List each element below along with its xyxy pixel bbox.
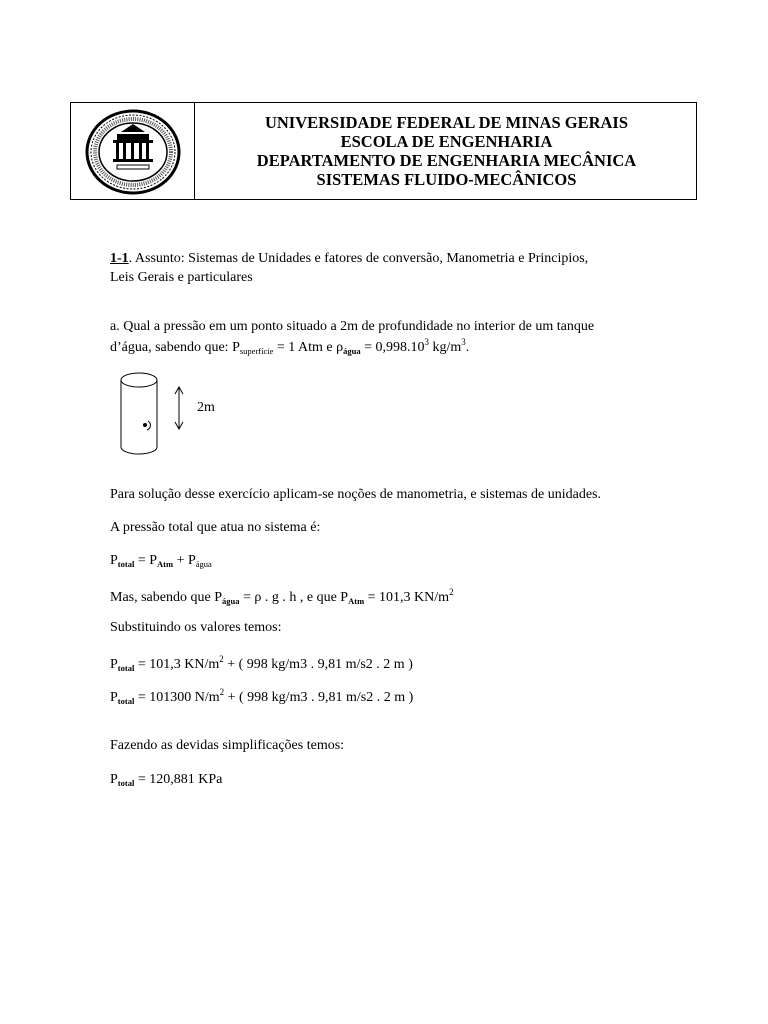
water-tank-figure: [119, 370, 199, 458]
question-line2: d’água, sabendo que: $P_{superfície} = 1$ Atm e $\rho_{água} = 0,998.10^3$ $kg/m^3$.: [110, 337, 470, 356]
department-name: DEPARTAMENTO DE ENGENHARIA MECÂNICA: [256, 151, 637, 170]
section-intro-line2: Leis Gerais e particulares: [110, 270, 253, 285]
header-titles: [195, 113, 698, 189]
equation-substituted-n: $P_{total} = 101300$ $N/m^2$ + ( 998 kg/m3 . 9,81 m/s2 . 2 m ): [110, 687, 414, 706]
question-line1: a. Qual a pressão em um ponto situado a 2m de profundidade no interior de um tanque: [110, 319, 595, 334]
depth-label: 2m: [197, 400, 215, 415]
solution-intro: Para solução desse exercício aplicam-se noções de manometria, e sistemas de unidades.: [110, 487, 601, 502]
university-seal-icon: [83, 108, 183, 196]
section-intro-line1: 1-1. Assunto: Sistemas de Unidades e fatores de conversão, Manometria e Principios,: [110, 251, 589, 266]
equation-result: $P_{total} = 120,881$ KPa: [110, 772, 223, 788]
substitution-text: Substituindo os valores temos:: [110, 620, 282, 635]
total-pressure-text: A pressão total que atua no sistema é:: [110, 520, 321, 535]
equation-known-values: Mas, sabendo que $P_{água} = \rho$ . g . h , e que $P_{Atm} = 101,3$ $KN/m^2$: [110, 587, 454, 606]
header-box: [70, 102, 697, 200]
course-name: SISTEMAS FLUIDO-MECÂNICOS: [316, 170, 577, 189]
equation-total-sum: $P_{total} = P_{Atm} + P_{água}$: [110, 553, 212, 569]
section-number: 1-1: [110, 251, 129, 266]
university-name: UNIVERSIDADE FEDERAL DE MINAS GERAIS: [264, 113, 629, 132]
school-name: ESCOLA DE ENGENHARIA: [340, 132, 553, 151]
simplification-text: Fazendo as devidas simplificações temos:: [110, 738, 345, 753]
equation-substituted-kn: $P_{total} = 101,3$ $KN/m^2$ + ( 998 kg/m3 . 9,81 m/s2 . 2 m ): [110, 654, 413, 673]
